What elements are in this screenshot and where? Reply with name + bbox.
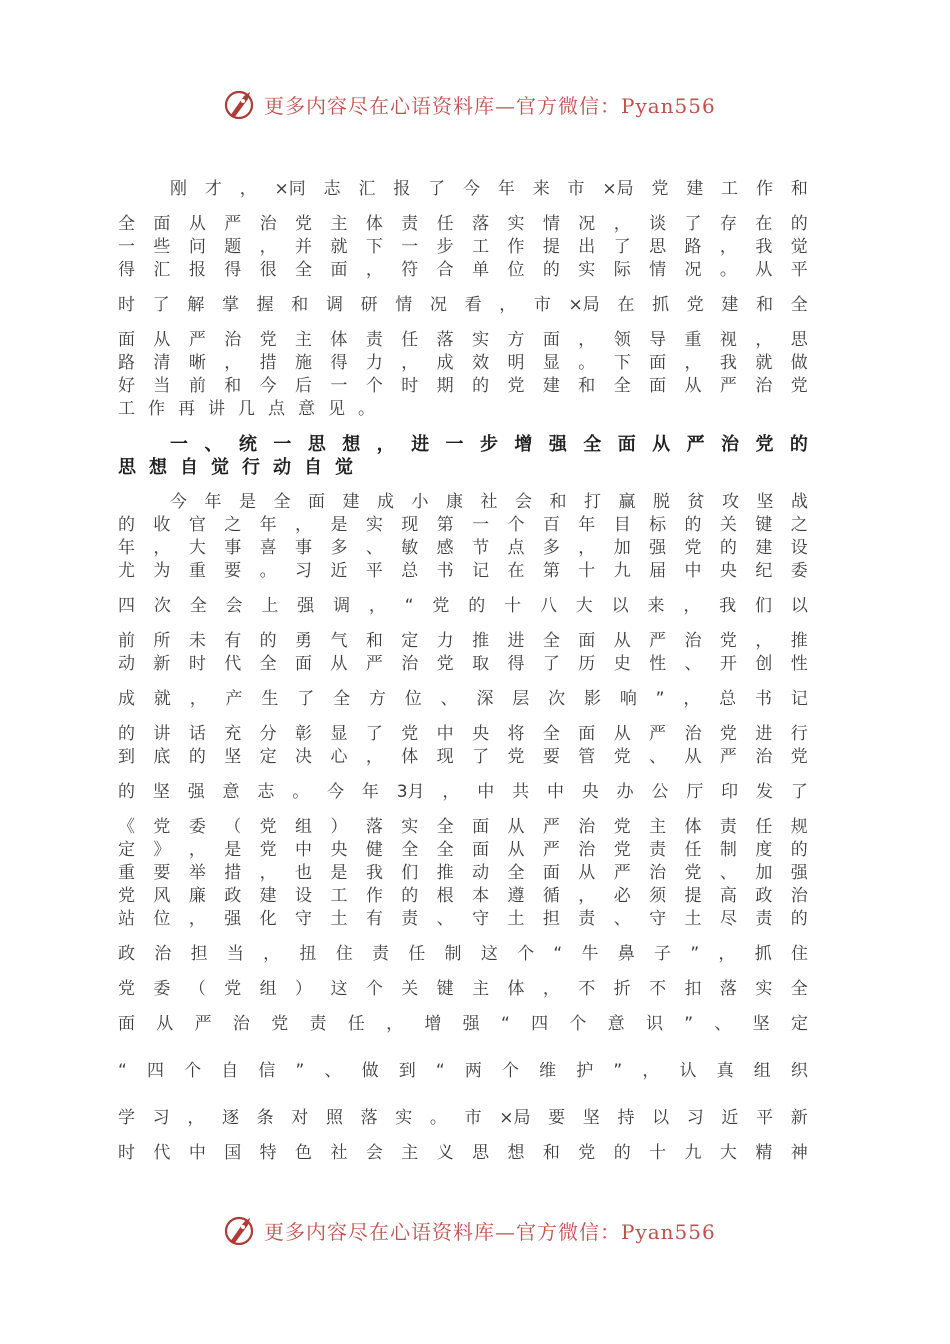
paragraph-line: 刚 才 ， ×同 志 汇 报 了 今 年 来 市 ×局 党 建 工 作 和: [170, 179, 808, 199]
paragraph-line: 成 就 ， 产 生 了 全 方 位 、 深 层 次 影 响 ” ， 总 书 记: [118, 689, 808, 709]
paragraph-line: 年 ， 大 事 喜 事 多 、 敏 感 节 点 多 ， 加 强 党 的 建 设: [118, 538, 808, 558]
paragraph-line: 党 委 （ 党 组 ） 这 个 关 键 主 体 ， 不 折 不 扣 落 实 全: [118, 979, 808, 999]
paragraph-line: 今 年 是 全 面 建 成 小 康 社 会 和 打 赢 脱 贫 攻 坚 战: [170, 492, 808, 512]
paragraph-line: 前 所 未 有 的 勇 气 和 定 力 推 进 全 面 从 严 治 党 ， 推: [118, 631, 808, 651]
paragraph-line: 到 底 的 坚 定 决 心 ， 体 现 了 党 要 管 党 、 从 严 治 党: [118, 747, 808, 767]
paragraph-line: 路 清 晰 ， 措 施 得 力 ， 成 效 明 显 。 下 面 ， 我 就 做: [118, 353, 808, 373]
paragraph-line: 党 风 廉 政 建 设 工 作 的 根 本 遵 循 ， 必 须 提 高 政 治: [118, 886, 808, 906]
paragraph-line: 好 当 前 和 今 后 一 个 时 期 的 党 建 和 全 面 从 严 治 党: [118, 376, 808, 396]
paragraph-line: 全 面 从 严 治 党 主 体 责 任 落 实 情 况 ， 谈 了 存 在 的: [118, 214, 808, 234]
paragraph-line: 四 次 全 会 上 强 调 ， “ 党 的 十 八 大 以 来 ， 我 们 以: [118, 596, 808, 616]
section-heading-line: 一 、 统 一 思 想 ， 进 一 步 增 强 全 面 从 严 治 党 的: [170, 434, 808, 455]
paragraph-line: 动 新 时 代 全 面 从 严 治 党 取 得 了 历 史 性 、 开 创 性: [118, 654, 808, 674]
paragraph-line: 面 从 严 治 党 主 体 责 任 落 实 方 面 ， 领 导 重 视 ， 思: [118, 330, 808, 350]
footer-watermark-banner: [222, 1212, 716, 1248]
pen-nib-circle-icon: [222, 86, 258, 122]
paragraph-line: 得 汇 报 得 很 全 面 ， 符 合 单 位 的 实 际 情 况 。 从 平: [118, 260, 808, 280]
paragraph-line: 时 代 中 国 特 色 社 会 主 义 思 想 和 党 的 十 九 大 精 神: [118, 1143, 808, 1163]
paragraph-line: 的 坚 强 意 志 。 今 年 3月 ， 中 共 中 央 办 公 厅 印 发 了: [118, 782, 808, 802]
section-heading-line: 思 想 自 觉 行 动 自 觉: [118, 457, 353, 478]
pen-nib-circle-icon: [222, 1212, 258, 1248]
paragraph-line: 工 作 再 讲 几 点 意 见 。: [118, 399, 375, 419]
paragraph-line: 学 习 ， 逐 条 对 照 落 实 。 市 ×局 要 坚 持 以 习 近 平 新: [118, 1108, 808, 1128]
paragraph-line: 的 收 官 之 年 ， 是 实 现 第 一 个 百 年 目 标 的 关 键 之: [118, 515, 808, 535]
paragraph-line: 尤 为 重 要 。 习 近 平 总 书 记 在 第 十 九 届 中 央 纪 委: [118, 561, 808, 581]
watermark-text: 更多内容尽在心语资料库—官方微信：Pyan556: [264, 93, 716, 118]
paragraph-line: 重 要 举 措 ， 也 是 我 们 推 动 全 面 从 严 治 党 、 加 强: [118, 863, 808, 883]
paragraph-line: 政 治 担 当 ， 扭 住 责 任 制 这 个 “ 牛 鼻 子 ” ， 抓 住: [118, 944, 808, 964]
watermark-text: 更多内容尽在心语资料库—官方微信：Pyan556: [264, 1219, 716, 1244]
header-watermark-banner: [222, 86, 716, 122]
paragraph-line: 站 位 ， 强 化 守 土 有 责 、 守 土 担 责 、 守 土 尽 责 的: [118, 909, 808, 929]
paragraph-line: 的 讲 话 充 分 彰 显 了 党 中 央 将 全 面 从 严 治 党 进 行: [118, 724, 808, 744]
document-body: [118, 178, 808, 1165]
paragraph-line: 面 从 严 治 党 责 任 ， 增 强 “ 四 个 意 识 ” 、 坚 定: [118, 1014, 808, 1034]
paragraph-line: 时 了 解 掌 握 和 调 研 情 况 看 ， 市 ×局 在 抓 党 建 和 全: [118, 295, 808, 315]
paragraph-line: 《 党 委 （ 党 组 ） 落 实 全 面 从 严 治 党 主 体 责 任 规: [118, 817, 808, 837]
paragraph-line: 定 》 ， 是 党 中 央 健 全 全 面 从 严 治 党 责 任 制 度 的: [118, 840, 808, 860]
paragraph-line: 一 些 问 题 ， 并 就 下 一 步 工 作 提 出 了 思 路 ， 我 觉: [118, 237, 808, 257]
paragraph-line: “ 四 个 自 信 ” 、 做 到 “ 两 个 维 护 ” ， 认 真 组 织: [118, 1061, 808, 1081]
